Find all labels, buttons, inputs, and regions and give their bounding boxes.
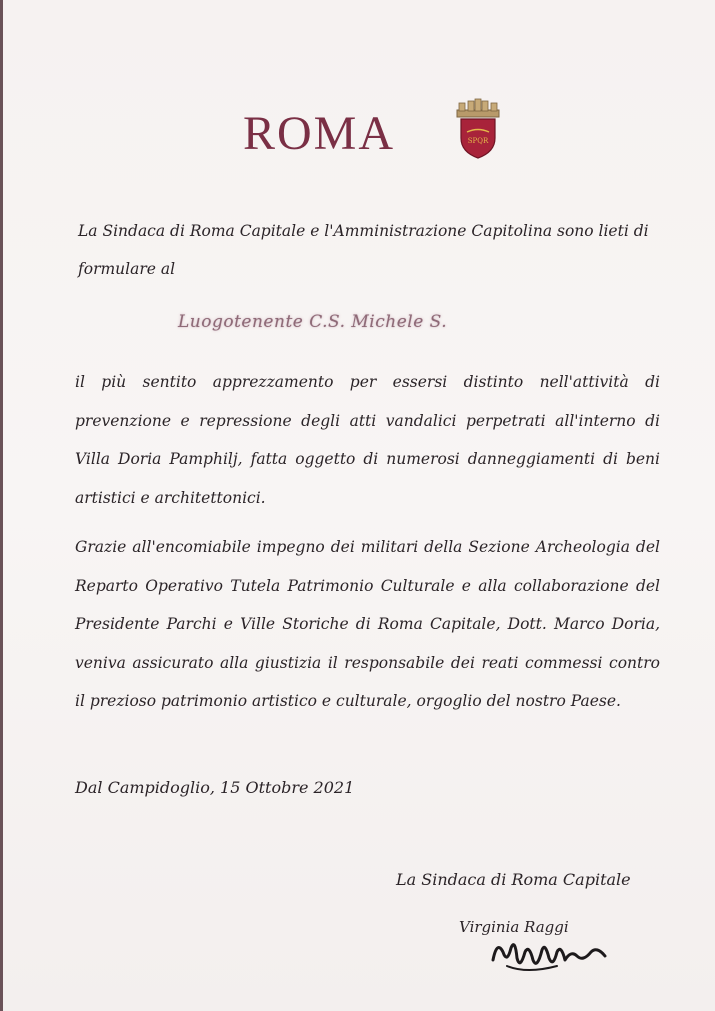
- signatory-name: Virginia Raggi: [459, 918, 569, 936]
- letter-paragraph-1: il più sentito apprezzamento per essersi distinto nell'attività di prevenzione e repressione degli atti vandalici perpetrati all'interno di Villa Doria Pamphilj, fatta oggetto di numerosi danneggiamenti di beni artistici e architettonici.: [75, 373, 660, 507]
- city-title: ROMA: [243, 107, 396, 160]
- handwritten-signature-icon: [487, 930, 612, 980]
- recipient-name: Luogotenente C.S. Michele S.: [178, 312, 448, 332]
- letter-intro: La Sindaca di Roma Capitale e l'Amministrazione Capitolina sono lieti di formulare al: [78, 222, 649, 278]
- crest-monogram: SPQR: [467, 137, 489, 145]
- signatory-title: La Sindaca di Roma Capitale: [396, 870, 631, 889]
- rome-crest-icon: [454, 98, 502, 160]
- letterhead: [3, 98, 715, 168]
- letter-dateline: Dal Campidoglio, 15 Ottobre 2021: [75, 778, 355, 797]
- letter-paragraph-2: Grazie all'encomiabile impegno dei militari della Sezione Archeologia del Reparto Operativo Tutela Patrimonio Culturale e alla collaborazione del Presidente Parchi e Ville Storiche di Roma Capitale, Dott. Marco Doria, veniva assicurato alla giustizia il responsabile dei reati commessi contro il prezioso patrimonio artistico e culturale, orgoglio del nostro Paese.: [75, 538, 660, 710]
